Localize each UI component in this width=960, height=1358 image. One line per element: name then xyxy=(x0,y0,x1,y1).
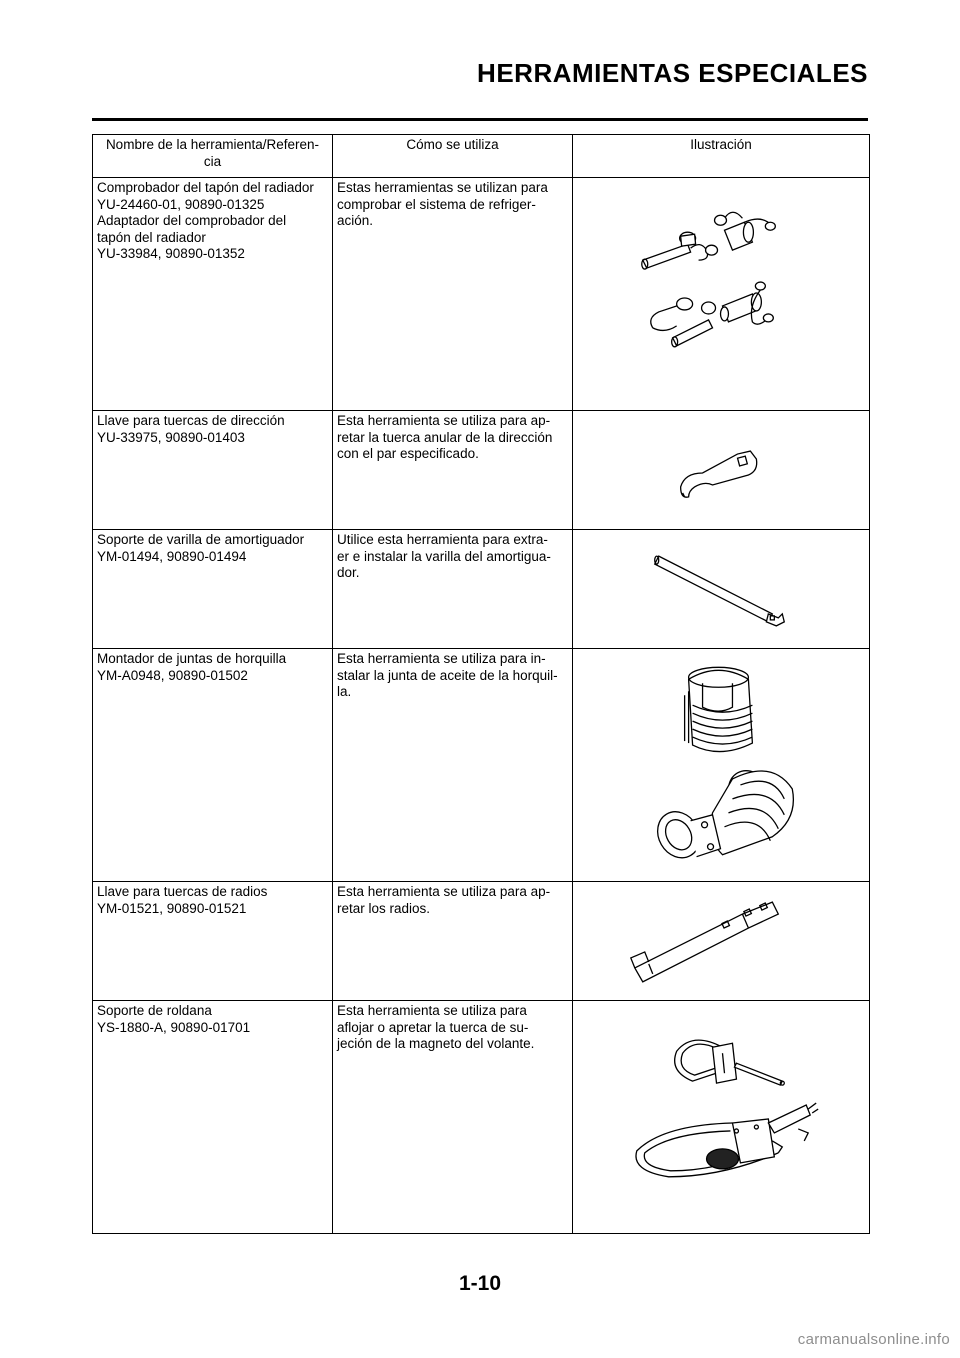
tool-usage-cell: Esta herramienta se utiliza para in- stalar la junta de aceite de la horquil- la. xyxy=(333,649,573,882)
table-row xyxy=(93,411,870,530)
tool-name-cell: Montador de juntas de horquilla YM-A0948, 90890-01502 xyxy=(93,649,333,882)
tool-illustration-cell xyxy=(573,1001,870,1234)
tool-name-cell: Llave para tuercas de radios YM-01521, 90890-01521 xyxy=(93,882,333,1001)
tool-illustration-cell xyxy=(573,178,870,411)
damper-rod-holder-illustration xyxy=(573,530,869,648)
page-number: 1-10 xyxy=(458,1272,502,1295)
table-header-row xyxy=(93,135,870,178)
column-header-illustration: Ilustración xyxy=(573,135,870,178)
table-row xyxy=(93,1001,870,1234)
table-row xyxy=(93,649,870,882)
table-row xyxy=(93,882,870,1001)
spoke-nipple-wrench-illustration xyxy=(573,882,869,1000)
sheave-holder-illustration xyxy=(573,1001,869,1233)
tool-name-cell: Soporte de varilla de amortiguador YM-01494, 90890-01494 xyxy=(93,530,333,649)
tool-name-cell: Llave para tuercas de dirección YU-33975, 90890-01403 xyxy=(93,411,333,530)
tool-name-cell: Comprobador del tapón del radiador YU-24460-01, 90890-01325 Adaptador del comprobador del tapón del radiador YU-33984, 90890-01352 xyxy=(93,178,333,411)
tool-usage-cell: Esta herramienta se utiliza para aflojar o apretar la tuerca de su- jeción de la magneto del volante. xyxy=(333,1001,573,1234)
tool-usage-cell: Utilice esta herramienta para extra- er e instalar la varilla del amortigua- dor. xyxy=(333,530,573,649)
tool-name-cell: Soporte de roldana YS-1880-A, 90890-01701 xyxy=(93,1001,333,1234)
tool-illustration-cell xyxy=(573,882,870,1001)
tool-usage-cell: Estas herramientas se utilizan para comprobar el sistema de refriger- ación. xyxy=(333,178,573,411)
tool-illustration-cell xyxy=(573,530,870,649)
fork-seal-driver-illustration xyxy=(573,649,869,881)
column-header-name: Nombre de la herramienta/Referen- cia xyxy=(93,135,333,178)
tool-illustration-cell xyxy=(573,649,870,882)
table-row xyxy=(93,178,870,411)
tool-usage-cell: Esta herramienta se utiliza para ap- retar la tuerca anular de la dirección con el par especificado. xyxy=(333,411,573,530)
tool-illustration-cell xyxy=(573,411,870,530)
column-header-usage: Cómo se utiliza xyxy=(333,135,573,178)
table-row xyxy=(93,530,870,649)
tool-usage-cell: Esta herramienta se utiliza para ap- retar los radios. xyxy=(333,882,573,1001)
watermark: carmanualsonline.info xyxy=(797,1331,950,1348)
radiator-cap-tester-illustration xyxy=(573,178,869,410)
title-rule xyxy=(92,118,868,121)
steering-nut-wrench-illustration xyxy=(573,411,869,529)
special-tools-table xyxy=(92,134,870,1234)
page-title: HERRAMIENTAS ESPECIALES xyxy=(477,58,868,88)
